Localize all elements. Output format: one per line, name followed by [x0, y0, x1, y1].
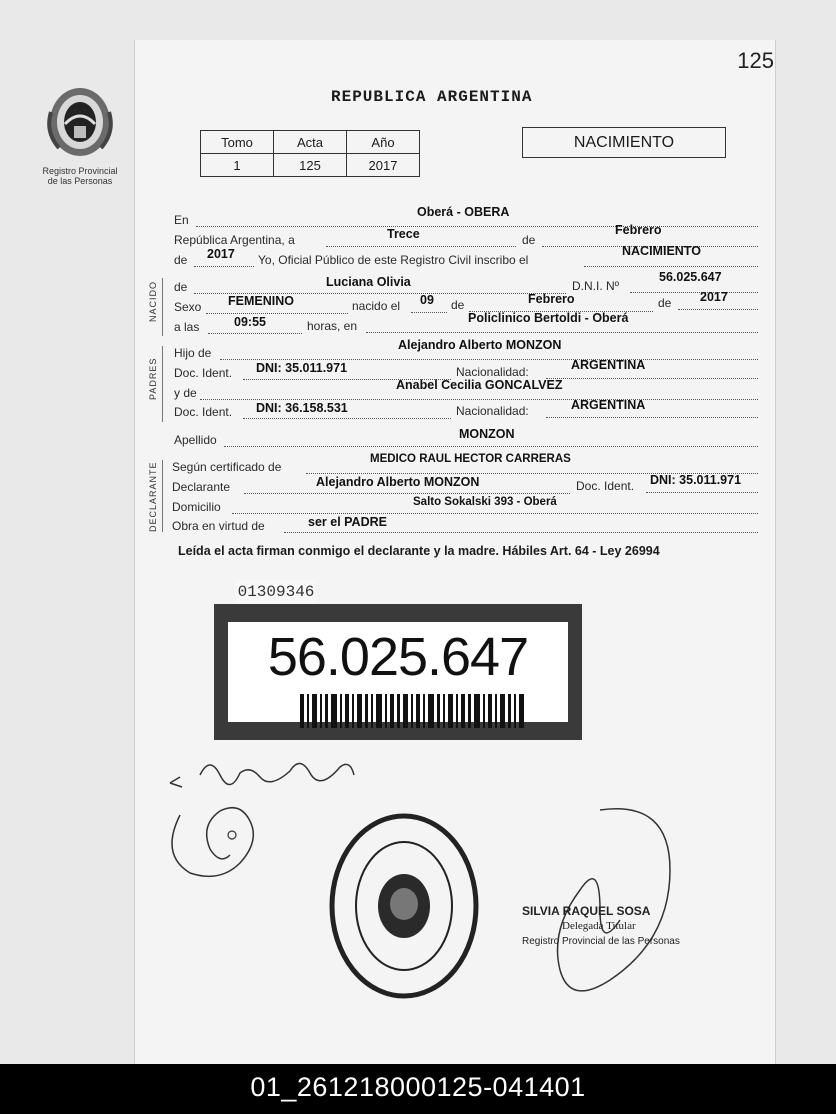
barcode-icon — [300, 694, 526, 728]
dotted-line — [243, 418, 451, 419]
value-nombre: Luciana Olivia — [326, 275, 411, 289]
label-nacionalidad: Nacionalidad: — [456, 404, 529, 418]
label-de: de — [522, 233, 536, 247]
footer-bar: 01_261218000125-041401 — [0, 1064, 836, 1114]
closing-text: Leída el acta firman conmigo el declarante y la madre. Hábiles Art. 64 - Ley 26994 — [178, 544, 660, 558]
value-padre-dni: DNI: 35.011.971 — [256, 361, 348, 375]
value-madre-nac: ARGENTINA — [571, 398, 646, 412]
label-doc-ident: Doc. Ident. — [174, 405, 233, 419]
dotted-line — [232, 513, 758, 514]
dotted-line — [196, 226, 758, 227]
document-title: REPUBLICA ARGENTINA — [331, 88, 533, 106]
label-horas-en: horas, en — [307, 319, 358, 333]
coat-of-arms-icon — [45, 82, 115, 160]
value-declarante-dni: DNI: 35.011.971 — [650, 473, 742, 487]
value-padre-nac: ARGENTINA — [571, 358, 646, 372]
dotted-line — [678, 309, 758, 310]
dotted-line — [646, 492, 758, 493]
dotted-line — [326, 246, 516, 247]
label-declarante: Declarante — [172, 480, 231, 494]
value-declarante: Alejandro Alberto MONZON — [316, 475, 480, 489]
value-domicilio: Salto Sokalski 393 - Oberá — [413, 496, 557, 508]
section-divider — [162, 346, 163, 422]
stamp-line-1: SILVIA RAQUEL SOSA — [522, 904, 651, 918]
section-label-padres: PADRES — [148, 357, 158, 400]
record-type-box: NACIMIENTO — [522, 127, 726, 158]
section-label-declarante: DECLARANTE — [148, 461, 158, 532]
value-anio: 2017 — [347, 154, 420, 177]
label-a-las: a las — [174, 320, 200, 334]
label-en: En — [174, 213, 189, 227]
logo-caption-1: Registro Provincial — [42, 166, 118, 176]
label-dni: D.N.I. Nº — [572, 279, 620, 293]
serial-number: 01309346 — [236, 580, 316, 604]
label-de: de — [451, 298, 465, 312]
page-number: 125 — [737, 48, 774, 73]
sticker-inner — [228, 622, 568, 722]
section-divider — [162, 278, 163, 336]
value-hora: 09:55 — [234, 315, 266, 329]
sticker-number: 56.025.647 — [267, 627, 529, 687]
dotted-line — [208, 333, 302, 334]
dotted-line — [200, 399, 758, 400]
dotted-line — [194, 266, 254, 267]
label-de: de — [174, 253, 188, 267]
value-tomo: 1 — [201, 154, 274, 177]
value-nac-mes: Febrero — [528, 292, 575, 306]
dotted-line — [546, 378, 758, 379]
value-madre: Anabel Cecilia GONCALVEZ — [396, 378, 563, 392]
value-mes: Febrero — [615, 223, 662, 237]
dotted-line — [584, 266, 758, 267]
value-obra-virtud: ser el PADRE — [308, 515, 387, 529]
label-sexo: Sexo — [174, 300, 202, 314]
stamp-line-3: Registro Provincial de las Personas — [522, 936, 680, 947]
section-divider — [162, 460, 163, 532]
label-de: de — [174, 280, 188, 294]
dotted-line — [224, 446, 758, 447]
value-dia: Trece — [387, 227, 420, 241]
value-tipo: NACIMIENTO — [622, 244, 701, 258]
value-anio: 2017 — [207, 247, 235, 261]
label-de: de — [658, 296, 672, 310]
label-hijo-de: Hijo de — [174, 346, 212, 360]
dotted-line — [546, 417, 758, 418]
label-doc-ident: Doc. Ident. — [576, 479, 635, 493]
logo-caption-2: de las Personas — [47, 176, 113, 186]
label-yo-oficial: Yo, Oficial Público de este Registro Civil inscribo el — [258, 253, 529, 267]
official-seal-icon — [328, 812, 480, 1000]
value-nac-anio: 2017 — [700, 290, 728, 304]
section-label-nacido: NACIDO — [148, 280, 158, 322]
value-madre-dni: DNI: 36.158.531 — [256, 401, 348, 415]
registry-table — [200, 130, 420, 177]
dotted-line — [366, 332, 758, 333]
label-y-de: y de — [174, 386, 197, 400]
label-obra-virtud: Obra en virtud de — [172, 519, 265, 533]
label-doc-ident: Doc. Ident. — [174, 366, 233, 380]
value-nac-dia: 09 — [420, 293, 434, 307]
dotted-line — [284, 532, 758, 533]
label-segun-cert: Según certificado de — [172, 460, 282, 474]
value-apellido: MONZON — [459, 427, 515, 441]
dotted-line — [630, 292, 758, 293]
label-apellido: Apellido — [174, 433, 217, 447]
value-lugar-nac: Policlinico Bertoldi - Oberá — [468, 311, 629, 325]
official-stamp — [522, 904, 680, 949]
registry-logo — [30, 82, 130, 186]
security-sticker — [214, 604, 582, 740]
label-republica: República Argentina, a — [174, 233, 295, 247]
stamp-line-2: Delegada Titular — [562, 920, 636, 932]
value-certificado: MEDICO RAUL HECTOR CARRERAS — [370, 453, 571, 465]
value-dni: 56.025.647 — [659, 270, 722, 284]
dotted-line — [220, 359, 758, 360]
value-acta: 125 — [274, 154, 347, 177]
dotted-line — [244, 493, 570, 494]
label-nacido-el: nacido el — [352, 299, 401, 313]
header-tomo: Tomo — [201, 131, 274, 154]
value-sexo: FEMENINO — [228, 294, 294, 308]
value-lugar: Oberá - OBERA — [417, 205, 510, 219]
label-domicilio: Domicilio — [172, 500, 221, 514]
header-anio: Año — [347, 131, 420, 154]
label-nacionalidad: Nacionalidad: — [456, 365, 529, 379]
dotted-line — [206, 313, 348, 314]
header-acta: Acta — [274, 131, 347, 154]
value-padre: Alejandro Alberto MONZON — [398, 338, 562, 352]
dotted-line — [411, 312, 447, 313]
